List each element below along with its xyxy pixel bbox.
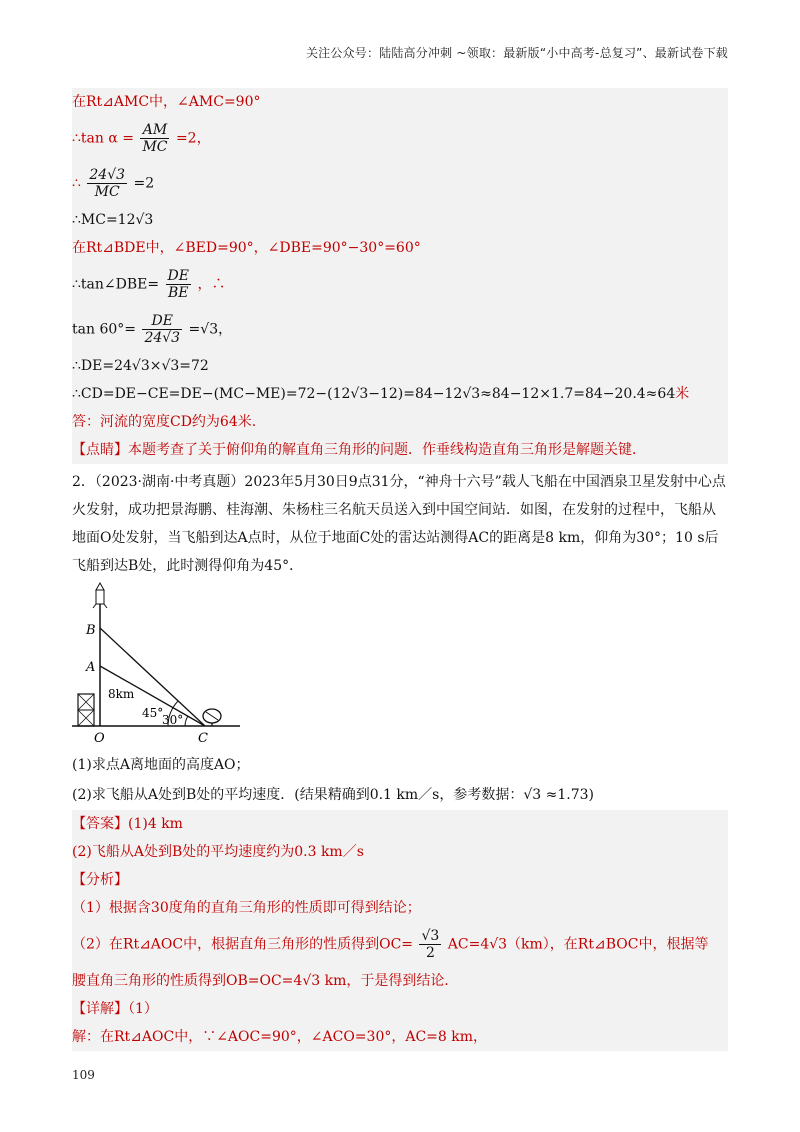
- label-b: B: [86, 623, 96, 638]
- analysis-point-1: （1）根据含30度角的直角三角形的性质即可得到结论；: [72, 894, 728, 922]
- question-2: (2)求飞船从A处到B处的平均速度．(结果精确到0.1 km／s，参考数据：√3 ≈1.73): [72, 787, 594, 803]
- solution-line-3: [72, 161, 728, 206]
- therefore-tan-dbe: ∴tan∠DBE=: [72, 276, 160, 293]
- solution-answer: 答：河流的宽度CD约为64米.: [72, 408, 728, 436]
- numerator: AM: [140, 122, 169, 139]
- angle-30-arc: [185, 716, 188, 726]
- denominator: 24√3: [144, 330, 181, 346]
- detail-line-1: 解：在Rt⊿AOC中，∵∠AOC=90°，∠ACO=30°，AC=8 km，: [72, 1023, 728, 1051]
- problem-statement: 2．（2023·湖南·中考真题）2023年5月30日9点31分，“神舟十六号”载人飞船在中国酒泉卫星发射中心点火发射，成功把景海鹏、桂海潮、朱杨柱三名航天员送入到中国空间站．如图，在发射的过程中，飞船从地面O处发射，当飞船到达A点时，从位于地面C处的雷达站测得AC的距离是8 km，仰角为30°；10 s后飞船到达B处，此时测得仰角为45°．: [72, 474, 726, 574]
- numerator: √3: [421, 928, 440, 944]
- analysis-2-end: AC=4√3（km），在Rt⊿BOC中，根据等: [447, 936, 709, 953]
- rocket-icon: [93, 583, 107, 608]
- denominator: 2: [425, 945, 435, 961]
- page-header: 关注公众号：陆陆高分冲刺 ~领取：最新版“小中高考-总复习”、最新试卷下载: [305, 46, 728, 60]
- solution-line-5: 在Rt⊿BDE中，∠BED=90°，∠DBE=90°−30°=60°: [72, 234, 728, 262]
- analysis-2-start: （2）在Rt⊿AOC中，根据直角三角形的性质得到OC=: [72, 936, 414, 953]
- fraction-am-mc: [140, 122, 169, 155]
- fraction-de-be: [166, 268, 191, 301]
- label-30deg: 30°: [162, 713, 184, 727]
- solution-line-6: [72, 262, 728, 307]
- question-1: (1)求点A离地面的高度AO；: [72, 757, 250, 773]
- solution-line-8: ∴DE=24√3×√3=72: [72, 352, 728, 380]
- label-a: A: [86, 660, 96, 675]
- solution-line-2: [72, 116, 728, 161]
- solution-line-9: [72, 380, 728, 408]
- label-o: O: [94, 731, 105, 746]
- analysis-point-2: [72, 922, 728, 967]
- answer-label: 【答案】: [72, 816, 128, 832]
- therefore-symbol: ，∴: [197, 276, 226, 293]
- unit-meter: 米: [675, 386, 690, 402]
- fraction-24root3-mc: [87, 167, 127, 200]
- page-number: 109: [72, 1068, 95, 1082]
- solution-line-4: ∴MC=12√3: [72, 206, 728, 234]
- radar-icon: [203, 709, 221, 726]
- rocket-figure: [72, 580, 728, 750]
- therefore-tan: ∴tan α =: [72, 130, 134, 147]
- analysis-label: 【分析】: [72, 866, 728, 894]
- rocket-diagram: [72, 580, 252, 750]
- equals-two: =2，: [175, 130, 211, 147]
- fraction-root3-2: [419, 928, 441, 961]
- key-point-note: 【点睛】本题考查了关于俯仰角的解直角三角形的问题．作垂线构造直角三角形是解题关键．: [72, 436, 728, 464]
- therefore-symbol: ∴: [72, 175, 81, 192]
- numerator: DE: [142, 313, 182, 330]
- analysis-point-3: 腰直角三角形的性质得到OB=OC=4√3 km，于是得到结论．: [72, 967, 728, 995]
- answer-1: (1)4 km: [128, 816, 183, 832]
- numerator: 24√3: [89, 167, 126, 183]
- fraction-de-24root3: [142, 313, 182, 346]
- denominator: MC: [142, 139, 168, 155]
- detail-label: 【详解】（1）: [72, 995, 728, 1023]
- numerator: DE: [167, 268, 189, 284]
- label-c: C: [198, 731, 208, 746]
- denominator: MC: [94, 184, 120, 200]
- label-8km: 8km: [108, 687, 135, 701]
- equals-two: =2: [133, 175, 155, 192]
- answer-section: [72, 810, 728, 838]
- answer-2: (2)飞船从A处到B处的平均速度约为0.3 km／s: [72, 838, 728, 866]
- solution-line-7: [72, 307, 728, 352]
- equals-root3: =√3，: [188, 321, 233, 338]
- cd-calculation: ∴CD=DE−CE=DE−(MC−ME)=72−(12√3−12)=84−12√3≈84−12×1.7=84−20.4≈64: [72, 386, 676, 402]
- denominator: BE: [168, 285, 189, 301]
- solution-line-1: 在Rt⊿AMC中，∠AMC=90°: [72, 88, 728, 116]
- page-content: [72, 88, 728, 1051]
- tan-60: tan 60°=: [72, 321, 136, 338]
- label-45deg: 45°: [142, 706, 164, 720]
- launch-tower-icon: [78, 694, 94, 726]
